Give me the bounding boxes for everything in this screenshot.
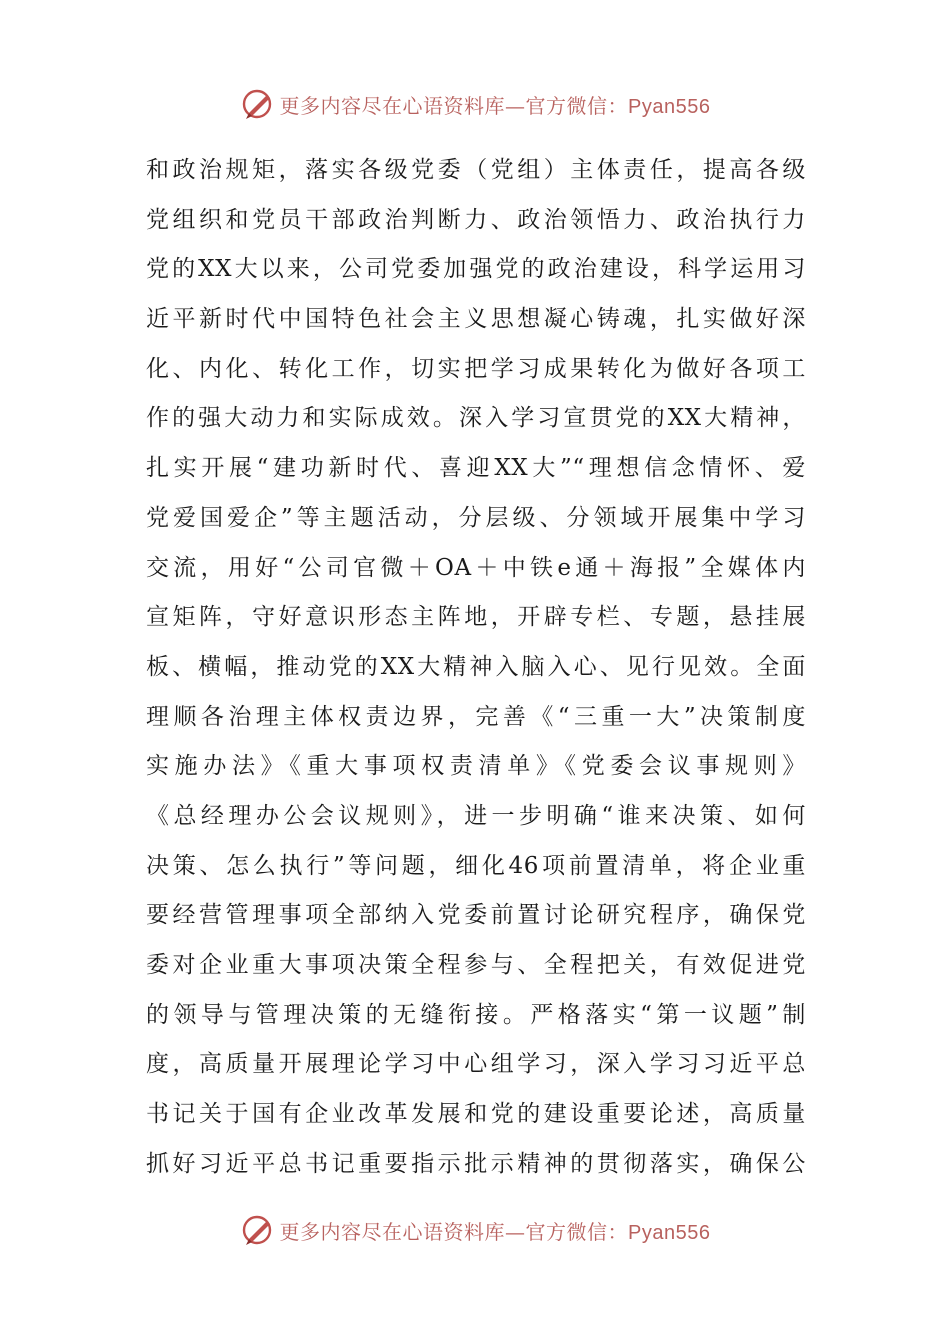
- body-line: 宣矩阵，守好意识形态主阵地，开辟专栏、专题，悬挂展: [146, 604, 806, 631]
- body-line: 书记关于国有企业改革发展和党的建设重要论述，高质量: [146, 1101, 806, 1128]
- header-wechat-account: Pyan556: [628, 95, 711, 118]
- body-line: 抓好习近平总书记重要指示批示精神的贯彻落实，确保公: [146, 1150, 806, 1177]
- footer-wechat-account: Pyan556: [628, 1221, 711, 1244]
- header-banner-text: 更多内容尽在心语资料库—官方微信：Pyan556: [279, 93, 711, 118]
- body-line: 度，高质量开展理论学习中心组学习，深入学习习近平总: [146, 1051, 806, 1078]
- footer-banner-text: 更多内容尽在心语资料库—官方微信：Pyan556: [279, 1219, 711, 1244]
- body-line: 交流，用好“公司官微＋OA＋中铁e通＋海报”全媒体内: [146, 554, 806, 581]
- body-line: 《总经理办公会议规则》，进一步明确“谁来决策、如何: [146, 802, 806, 829]
- body-line: 委对企业重大事项决策全程参与、全程把关，有效促进党: [146, 952, 806, 978]
- body-line: 作的强大动力和实际成效。深入学习宣贯党的XX大精神，: [146, 405, 806, 432]
- body-line: 党组织和党员干部政治判断力、政治领悟力、政治执行力: [146, 206, 806, 233]
- body-line: 党爱国爱企”等主题活动，分层级、分领域开展集中学习: [146, 504, 806, 531]
- body-line: 的领导与管理决策的无缝衔接。严格落实“第一议题”制: [146, 1001, 806, 1028]
- body-line: 扎实开展“建功新时代、喜迎XX大”“理想信念情怀、爱: [146, 455, 806, 482]
- footer-banner: [0, 1210, 950, 1250]
- body-line: 决策、怎么执行”等问题，细化46项前置清单，将企业重: [146, 852, 806, 879]
- pen-logo-icon: [240, 86, 276, 122]
- body-line: 近平新时代中国特色社会主义思想凝心铸魂，扎实做好深: [146, 306, 806, 333]
- pen-logo-icon: [240, 1212, 276, 1248]
- body-line: 化、内化、转化工作，切实把学习成果转化为做好各项工: [146, 355, 806, 382]
- document-body: [146, 146, 806, 1189]
- header-banner: [0, 84, 950, 124]
- body-line: 党的XX大以来，公司党委加强党的政治建设，科学运用习: [146, 256, 806, 283]
- body-line: 理顺各治理主体权责边界，完善《“三重一大”决策制度: [146, 703, 806, 730]
- body-line: 要经营管理事项全部纳入党委前置讨论研究程序，确保党: [146, 902, 806, 929]
- body-line: 板、横幅，推动党的XX大精神入脑入心、见行见效。全面: [146, 653, 806, 680]
- body-line: 和政治规矩，落实各级党委（党组）主体责任，提高各级: [146, 157, 806, 183]
- body-line: 实施办法》《重大事项权责清单》《党委会议事规则》: [146, 753, 806, 780]
